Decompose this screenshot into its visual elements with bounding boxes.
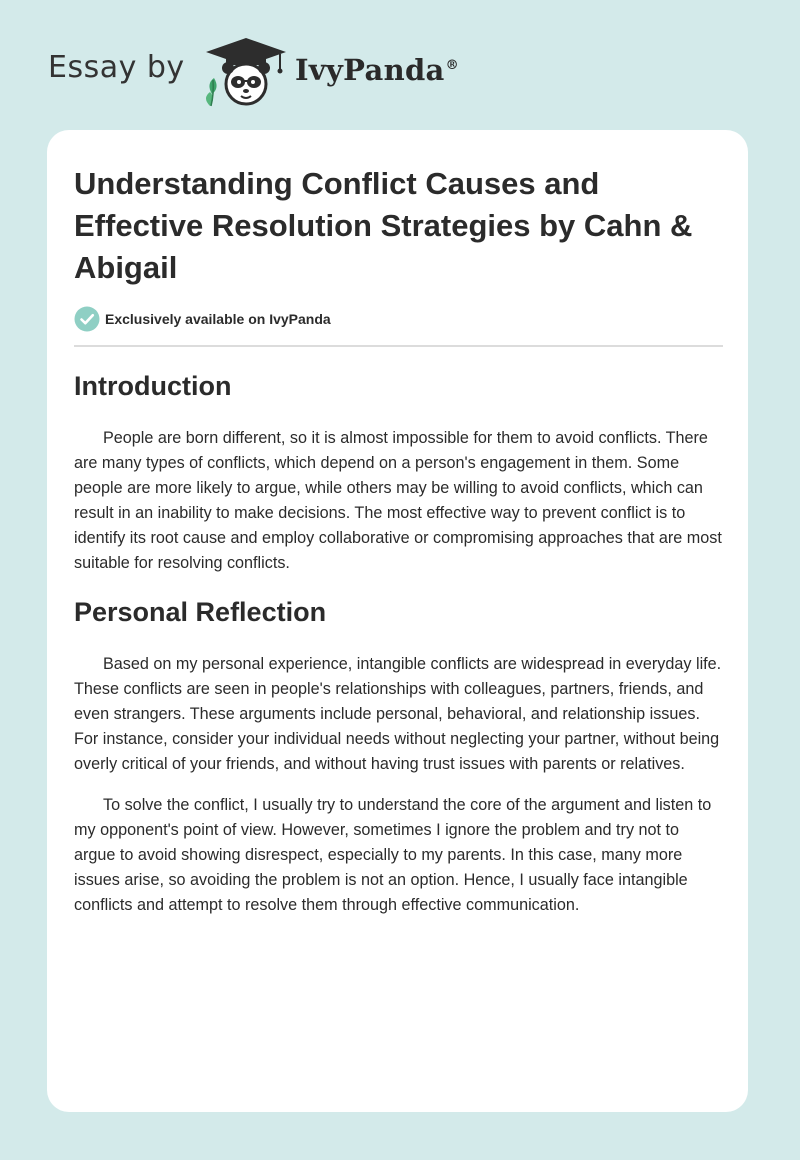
paragraph: People are born different, so it is almost impossible for them to avoid conflicts. There are many types of conflicts, which depend on a person's engagement in them. Some people are more likely to argue, while others may be willing to avoid conflicts, which can result in an inability to make decisions. The most effective way to prevent conflict is to identify its root cause and employ collaborative or compromising approaches that are most suitable for resolving conflicts. bbox=[74, 429, 722, 572]
brand-name: IvyPanda bbox=[295, 53, 445, 87]
section-heading-introduction: Introduction bbox=[74, 371, 232, 401]
essay-by-label: Essay by bbox=[48, 50, 185, 85]
essay-card bbox=[47, 130, 748, 1112]
paragraph: To solve the conflict, I usually try to understand the core of the argument and listen to my opponent's point of view. However, sometimes I ignore the problem and try not to argue to avoid showing disrespect, especially to my parents. In this case, many more issues arise, so avoiding the problem is not an option. Hence, I usually face intangible conflicts and attempt to resolve them through effective communication. bbox=[74, 796, 712, 914]
ivypanda-logo-text[interactable] bbox=[295, 53, 459, 87]
divider bbox=[74, 345, 723, 347]
page-title: Understanding Conflict Causes and Effective Resolution Strategies by Cahn & Abigail bbox=[74, 166, 693, 285]
badge-label: Exclusively available on IvyPanda bbox=[105, 311, 331, 327]
exclusive-badge bbox=[74, 306, 331, 332]
essay-body bbox=[74, 368, 724, 918]
paragraph: Based on my personal experience, intangible conflicts are widespread in everyday life. These conflicts are seen in people's relationships with colleagues, partners, friends, and even strangers. These arguments include personal, behavioral, and relationship issues. For instance, consider your individual needs without neglecting your partner, without being overly critical of your friends, and without having trust issues with parents or relatives. bbox=[74, 655, 722, 773]
site-header bbox=[0, 0, 800, 130]
section-heading-personal-reflection: Personal Reflection bbox=[74, 597, 327, 627]
panda-graduation-cap-icon[interactable] bbox=[200, 36, 292, 108]
check-circle-icon bbox=[74, 306, 100, 332]
registered-mark: ® bbox=[445, 58, 459, 74]
